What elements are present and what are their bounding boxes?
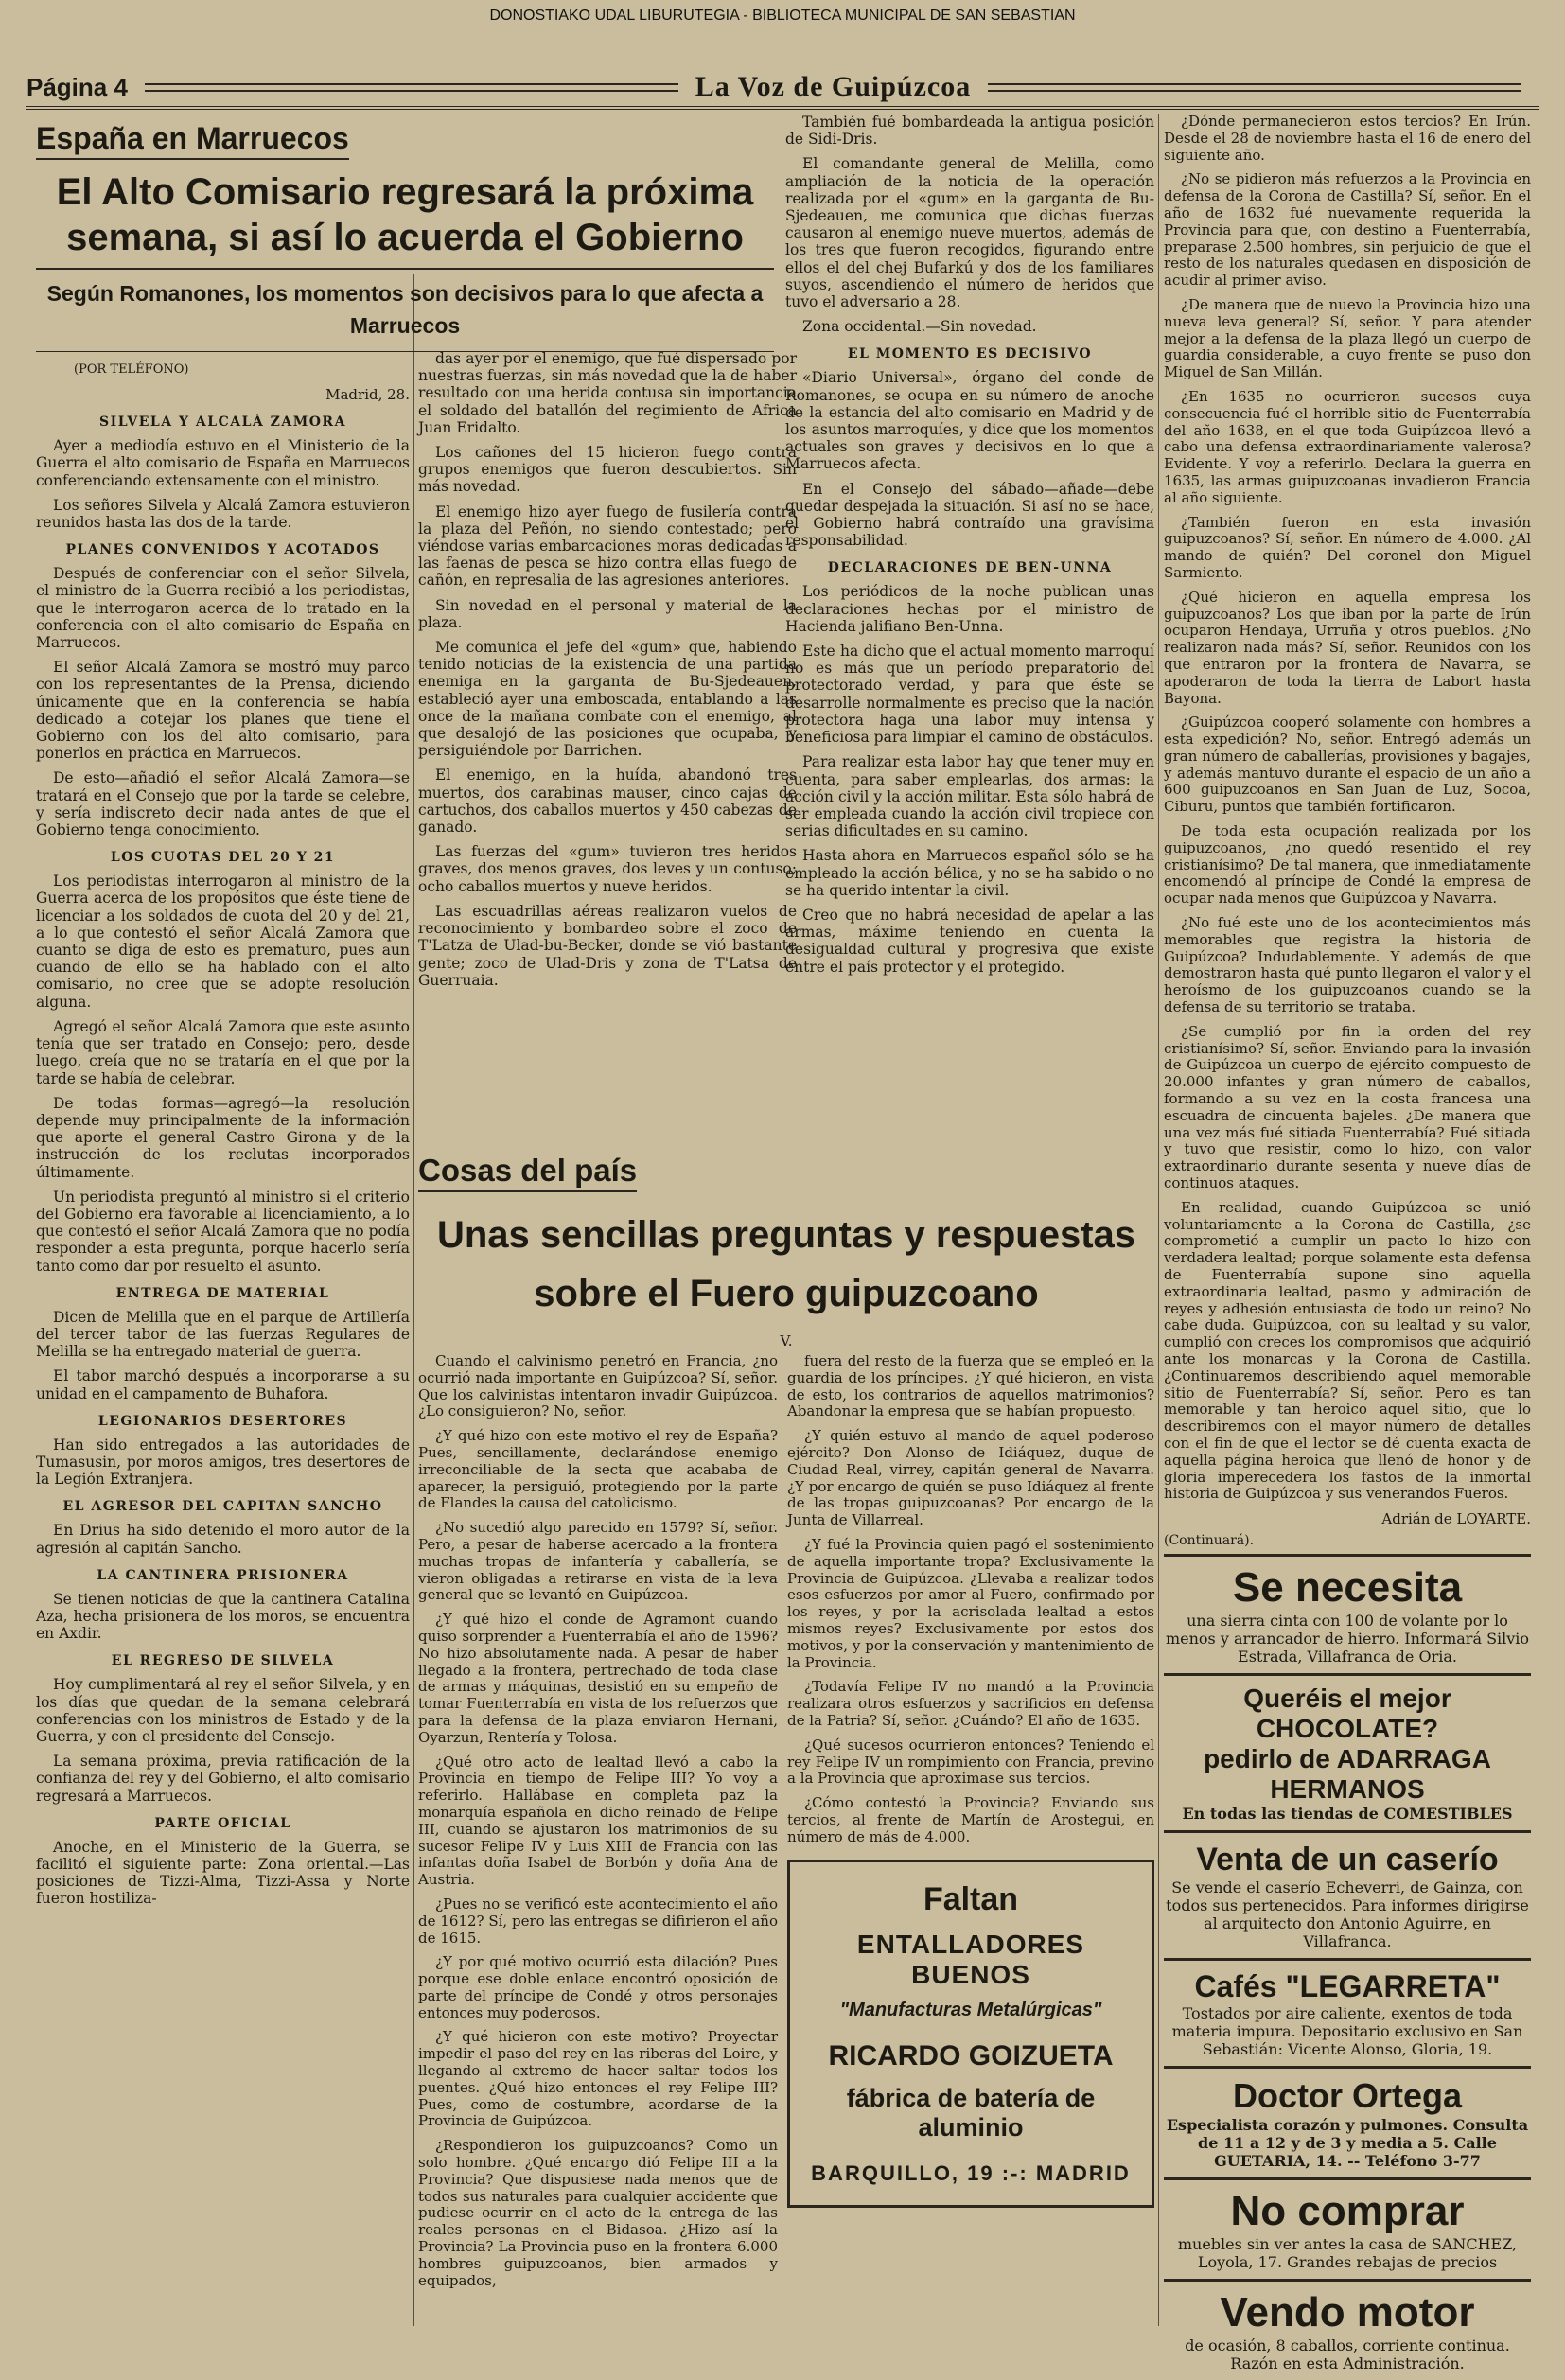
byline: (POR TELÉFONO) [74,362,189,377]
subhead: DECLARACIONES DE BEN-UNNA [827,560,1113,576]
column-2: das ayer por el enemigo, que fué dispersado por nuestras fuerzas, sin más novedad que la de haber resultado con una herida contusa sin importancia el soldado del batallón del regimiento de Africa Juan Eridalto. Los cañones del 15 hicieron fuego contra grupos enemigos que fueron descubiertos. Sin más novedad. El enemigo hizo ayer fuego de fusilería contra la plaza del Peñón, no siendo contestado; pero viéndose varias embarcaciones moras dedicadas a las faenas de pesca se hizo contra ellas fuego de cañón, en represalia de las agresiones anteriores. Sin novedad en el personal y material de la plaza. Me comunica el jefe del «gum» que, habiendo tenido noticias de la existencia de una partida enemiga en la garganta de Bu-Sjedeauen, estableció ayer una emboscada, entablando a las once de la mañana combate con el enemigo, al que desalojó de las posiciones que ocupaba, y persiguiéndole por Barrichen. El enemigo, en la huída, abandonó tres muertos, dos carabinas mauser, cinco cajas de cartuchos, dos caballos muertos y 450 cabezas de ganado. Las fuerzas del «gum» tuvieron tres heridos graves, dos menos graves, dos leves y un contuso; ocho caballos muertos y nueve heridos. Las escuadrillas aéreas realizaron vuelos de reconocimiento y bombardeo sobre el zoco de T'Latza de Ulad-bu-Becker, donde se vió bastante gente; zoco de Ulad-Dris y zona de T'Latsa de Guerruaia. [418,350,797,989]
subhead: EL REGRESO DE SILVELA [111,1653,335,1669]
advert-vendo-motor: Vendo motor de ocasión, 8 caballos, corriente continua. Razón en esta Administración. [1164,2279,1531,2380]
advert-se-necesita: Se necesita una sierra cinta con 100 de volante por lo menos y arrancador de hierro. Informará Silvio Estrada, Villafranca de Oria. [1164,1554,1531,1673]
subhead: ENTREGA DE MATERIAL [115,1285,330,1301]
subhead: LEGIONARIOS DESERTORES [97,1413,348,1429]
subhead: EL AGRESOR DEL CAPITAN SANCHO [62,1499,383,1515]
column-3: También fué bombardeada la antigua posición de Sidi-Dris. El comandante general de Melilla, como ampliación de la noticia de la operación realizada por el «gum» en la garganta de Bu-Sjedeauen, me comunica que dichas fuerzas causaron al enemigo nueve muertos, además de los tres que fueron recogidos, figurando entre ellos el del chej Bufarkú y dos de los familiares suyos, ascendiendo el número de heridos que tuvo el adversario a 28. Zona occidental.—Sin novedad. EL MOMENTO ES DECISIVO «Diario Universal», órgano del conde de Romanones, se ocupa en su número de anoche de la estancia del alto comisario en Madrid y de los asuntos marroquíes, y dice que los momentos actuales son graves y decisivos en lo que a Marruecos afecta. En el Consejo del sábado—añade—debe quedar despejada la situación. Si así no se hace, el Gobierno habrá contraído una gravísima responsabilidad. DECLARACIONES DE BEN-UNNA Los periódicos de la noche publican unas declaraciones hechas por el ministro de Hacienda jalifiano Ben-Unna. Este ha dicho que el actual momento marroquí no es más que un período preparatorio del protectorado verdad, y para que éste se desarrolle normalmente es preciso que la nación protectora haga una labor muy intensa y beneficiosa para limpiar el camino de obstáculos. Para realizar esta labor hay que tener muy en cuenta, para saber emplearlas, dos armas: la acción civil y la acción militar. Esta sólo habrá de ser empleada cuando la acción civil tropiece con serias dificultades en su camino. Hasta ahora en Marruecos español sólo se ha empleado la acción bélica, y no se ha sabido o no se ha querido intentar la civil. Creo que no habrá necesidad de apelar a las armas, máxime teniendo en cuenta la desigualdad cultural y progresiva que existe entre el país protector y el protegido. [785,114,1154,976]
newspaper-name: La Voz de Guipúzcoa [695,71,972,102]
advert-doctor: Doctor Ortega Especialista corazón y pulmones. Consulta de 11 a 12 y de 3 y media a 5. Calle GUETARIA, 14. -- Teléfono 3-77 [1164,2066,1531,2177]
column-rule [413,274,414,2326]
advert-chocolate: Queréis el mejor CHOCOLATE? pedirlo de ADARRAGA HERMANOS En todas las tiendas de COMESTIBLES [1164,1673,1531,1830]
cosas-section [418,1145,1154,1349]
advert-cafes: Cafés "LEGARRETA" Tostados por aire caliente, exentos de toda materia impura. Depositario exclusivo en San Sebastián: Vicente Alonso, Gloria, 19. [1164,1958,1531,2066]
dateline: Madrid, 28. [325,386,410,404]
page-number: Página 4 [26,72,128,101]
subhead: SILVELA Y ALCALÁ ZAMORA [99,414,346,431]
column-rule [1158,114,1159,2326]
subhead: LA CANTINERA PRISIONERA [97,1567,349,1583]
masthead-rule-right [988,83,1521,92]
subhead: LOS CUOTAS DEL 20 Y 21 [110,850,336,866]
headline: Unas sencillas preguntas y respuestas sobre el Fuero guipuzcoano [436,1214,1136,1314]
cosas-column-1: Cuando el calvinismo penetró en Francia, ¿no ocurrió nada importante en Guipúzcoa? Sí, señor. Que los calvinistas intentaron invadir Guipúzcoa. ¿Lo consiguieron? No, señor. ¿Y qué hizo con este motivo el rey de España? Pues, sencillamente, declarándose enemigo irreconciliable de la secta que acababa de aparecer, la persiguió, protegiendo por la parte de Flandes la causa del catolicismo. ¿No sucedió algo parecido en 1579? Sí, señor. Pero, a pesar de haberse acercado a la frontera muchas tropas de infantería y caballería, se vieron obligadas a retirarse en vista de la leva general que se levantó en Guipúzcoa. ¿Y qué hizo el conde de Agramont cuando quiso sorprender a Fuenterrabía el año de 1596? No hizo absolutamente nada. A pesar de haber llegado a la frontera, pertrechado de toda clase de armas y máquinas, desistió en su empeño de tomar Fuenterrabía en vista de los refuerzos que para la defensa de la plaza enviaron Hernani, Oyarzun, Rentería y Tolosa. ¿Qué otro acto de lealtad llevó a cabo la Provincia en tiempo de Felipe III? Yo voy a referirlo. Hallábase en completa paz la monarquía española en dicho reinado de Felipe III, cuando se ajustaron los matrimonios de su sucesor Felipe IV y Luis XIII de Francia con las infantas doña Isabel de Borbón y doña Ana de Austria. ¿Pues no se verificó este acontecimiento el año de 1612? Sí, pero las entregas se difirieron el año de 1615. ¿Y por qué motivo ocurrió esta dilación? Pues porque ese doble enlace encontró oposición de parte del príncipe de Condé y otros personajes entonces muy poderosos. ¿Y qué hicieron con este motivo? Proyectar impedir el paso del rey en las riberas del Loire, y llegando al extremo de hacer saltar todos los puentes. ¿Qué hizo entonces el rey Felipe III? Pues, como de costumbre, acordarse de la Provincia de Guipúzcoa. ¿Respondieron los guipuzcoanos? Como un solo hombre. ¿Qué encargo dió Felipe III a la Provincia? Que dispusiese nada menos que de todos sus naturales para cualquier accidente que pudiese ocurrir en el acto de la entrega de las reales personas en el Bidasoa. ¿Hizo así la Provincia? La Provincia puso en la frontera 6.000 hombres guipuzcoanos, bien armados y equipados, [418,1352,778,2289]
section-title: Cosas del país [418,1153,637,1192]
author: Adrián de LOYARTE. [1381,1510,1531,1528]
column-1: España en Marruecos El Alto Comisario regresará la próxima semana, si así lo acuerda el Gobierno Según Romanones, los momentos son decisivos para lo que afecta a Marruecos (POR TELÉFONO) Madrid, 28. SILVELA Y ALCALÁ ZAMORA Ayer a mediodía estuvo en el Ministerio de la Guerra el alto comisario de España en Marruecos conferenciando extensamente con el ministro. Los señores Silvela y Alcalá Zamora estuvieron reunidos hasta las dos de la tarde. PLANES CONVENIDOS Y ACOTADOS Después de conferenciar con el señor Silvela, el ministro de la Guerra recibió a los periodistas, que le interrogaron acerca de lo tratado en la conferencia con el alto comisario de España en Marruecos. El señor Alcalá Zamora se mostró muy parco con los representantes de la Prensa, diciendo únicamente que en la conferencia se había dedicado a cotejar los planes que tiene el Gobierno con los del alto comisario, para ponerlos en práctica en Marruecos. De esto—añadió el señor Alcalá Zamora—se tratará en el Consejo que por la tarde se celebre, y sería indiscreto decir nada antes de que el Gobierno tenga conocimiento. LOS CUOTAS DEL 20 Y 21 Los periodistas interrogaron al ministro de la Guerra acerca de los propósitos que éste tiene de licenciar a los soldados de cuota del 20 y del 21, a lo que contestó el señor Alcalá Zamora que cuanto se diga de esto es prematuro, pues aun cuando de ello se ha hablado con el alto comisario, no cree que se adopte resolución alguna. Agregó el señor Alcalá Zamora que este asunto tenía que ser tratado en Consejo; pero, desde luego, creía que no se trataría en el que por la tarde se había de celebrar. De todas formas—agregó—la resolución depende muy principalmente de la información que aporte el general Castro Girona y de la instrucción de los reclutas incorporados últimamente. Un periodista preguntó al ministro si el criterio del Gobierno era favorable al licenciamiento, a lo que contestó el señor Alcalá Zamora que no podía responder a esta pregunta, porque hacerlo sería tanto como dar por resuelto el asunto. ENTREGA DE MATERIAL Dicen de Melilla que en el parque de Artillería del tercer tabor de las fuerzas Regulares de Melilla se ha entregado material de guerra. El tabor marchó después a incorporarse a su unidad en el campamento de Buhafora. LEGIONARIOS DESERTORES Han sido entregados a las autoridades de Tumasusin, por moros amigos, tres desertores de la Legión Extranjera. EL AGRESOR DEL CAPITAN SANCHO En Drius ha sido detenido el moro autor de la agresión al capitán Sancho. LA CANTINERA PRISIONERA Se tienen noticias de que la cantinera Catalina Aza, hecha prisionera de los moros, se encuentra en Axdir. EL REGRESO DE SILVELA Hoy cumplimentará al rey el señor Silvela, y en los días que quedan de la semana celebrará conferencias con los ministros de Estado y de la Guerra, y con el presidente del Consejo. La semana próxima, previa ratificación de la confianza del rey y del Gobierno, el alto comisario regresará a Marruecos. PARTE OFICIAL Anoche, en el Ministerio de la Guerra, se facilitó el siguiente parte: Zona oriental.—Las posiciones de Tizzi-Alma, Tizzi-Assa y Norte fueron hostiliza- [36,114,410,2326]
masthead-rule [145,83,678,92]
subhead: PLANES CONVENIDOS Y ACOTADOS [65,542,380,558]
subhead: PARTE OFICIAL [154,1815,291,1831]
part-number: V. [780,1332,793,1349]
cosas-column-2: fuera del resto de la fuerza que se empleó en la guardia de los príncipes. ¿Y qué hicieron, en vista de esto, los contrarios de aquellos matrimonios? Abandonar la empresa que se habían propuesto. ¿Y quién estuvo al mando de aquel poderoso ejército? Don Alonso de Idiáquez, duque de Ciudad Real, virrey, capitán general de Navarra. ¿Y por encargo de quién se puso Idiáquez al frente de las tropas guipuzcoanas? Por encargo de la Junta de Villarreal. ¿Y fué la Provincia quien pagó el sostenimiento de aquella importante tropa? Exclusivamente la Provincia de Guipúzcoa. ¿Llevaba a realizar todos esos esfuerzos por amor al Fuero, confirmado por los reyes, y por la acrisolada lealtad a estos mismos reyes? Exclusivamente por estos dos motivos, y por la conservación y mantenimiento de la Provincia. ¿Todavía Felipe IV no mandó a la Provincia realizara otros esfuerzos y sacrificios en defensa de la Patria? Sí, señor. ¿Cuándo? El año de 1635. ¿Qué sucesos ocurrieron entonces? Teniendo el rey Felipe IV un rompimiento con Francia, previno a la Provincia que aproximase sus tercios. ¿Cómo contestó la Provincia? Enviando sus tercios, al frente de Martín de Arostegui, en número de más de 4.000. Faltan ENTALLADORES BUENOS "Manufacturas Metalúrgicas" RICARDO GOIZUETA fábrica de batería de aluminio BARQUILLO, 19 :-: MADRID [787,1353,1154,2326]
section-title: España en Marruecos [36,121,349,160]
subheadline: Según Romanones, los momentos son decisivos para lo que afecta a Marruecos [36,268,774,342]
advert-no-comprar: No comprar muebles sin ver antes la casa de SANCHEZ, Loyola, 17. Grandes rebajas de precios [1164,2177,1531,2279]
advert-caserio: Venta de un caserío Se vende el caserío Echeverri, de Gainza, con todos sus pertenecidos. Para informes dirigirse al arquitecto don Antonio Aguirre, en Villafranca. [1164,1830,1531,1958]
headline: El Alto Comisario regresará la próxima semana, si así lo acuerda el Gobierno [56,171,754,258]
subhead: EL MOMENTO ES DECISIVO [847,346,1093,362]
advert-entalladores: Faltan ENTALLADORES BUENOS "Manufacturas Metalúrgicas" RICARDO GOIZUETA fábrica de batería de aluminio BARQUILLO, 19 :-: MADRID [787,1860,1154,2208]
library-credit: DONOSTIAKO UDAL LIBURUTEGIA - BIBLIOTECA MUNICIPAL DE SAN SEBASTIAN [489,8,1076,24]
column-4: ¿Dónde permanecieron estos tercios? En Irún. Desde el 28 de noviembre hasta el 16 de enero del siguiente año. ¿No se pidieron más refuerzos a la Provincia en defensa de la Corona de Castilla? Sí, señor. En el año de 1632 fué nuevamente requerida la Provincia para que, con destino a Fuenterrabía, preparase 2.500 hombres, sin perjuicio de que el resto de los naturales quedasen en disposición de acudir al primer aviso. ¿De manera que de nuevo la Provincia hizo una nueva leva general? Sí, señor. Y para atender mejor a la defensa de la plaza llegó un cuerpo de guardia considerable, a cuyo frente se puso don Miguel de San Millán. ¿En 1635 no ocurrieron sucesos cuya consecuencia fué el horrible sitio de Fuenterrabía del año 1638, en el que toda Guipúzcoa llevó a cabo una defensa extraordinariamente valerosa? Evidente. Y voy a referirlo. Declara la guerra en 1635, las armas guipuzcoanas invadieron Francia al año siguiente. ¿También fueron en esta invasión guipuzcoanos? Sí, señor. En número de 4.000. ¿Al mando de quién? Del coronel don Miguel Sarmiento. ¿Qué hicieron en aquella empresa los guipuzcoanos? Los que iban por la parte de Irún ocuparon Hendaya, Urruña y otros pueblos. ¿No realizaron nada más? Sí, señor. Reunidos con los que entraron por la frontera de Navarra, se apoderaron de toda la tierra de Labort hasta Bayona. ¿Guipúzcoa cooperó solamente con hombres a esta expedición? No, señor. Entregó además un gran número de caballerías, provisiones y bagajes, y además mantuvo durante el espacio de un año a 600 guipuzcoanos en San Juan de Luz, Socoa, Ciburu, puntos que también fortificaron. De toda esta ocupación realizada por los guipuzcoanos, ¿no quedó resentido el rey cristianísimo? De tal manera, que inmediatamente encomendó al príncipe de Condé la empresa de ocupar nada menos que Guipúzcoa y Navarra. ¿No fué este uno de los acontecimientos más memorables que registra la historia de Guipúzcoa? Indudablemente. Y además de que demostraron hasta qué punto llegaron el valor y el heroísmo de los guipuzcoanos cuando se la defensa de su territorio se trataba. ¿Se cumplió por fin la orden del rey cristianísimo? Sí, señor. Enviando para la invasión de Guipúzcoa un cuerpo de ejército compuesto de 20.000 infantes y gran número de caballos, formando a su vez en la costa francesa una escuadra de cincuenta bajeles. ¿De manera que una vez más fué sitiada Fuenterrabía? Fué sitiada y tuvo que resistir, como lo hizo, con valor extraordinario durante sesenta y nueve días de continuos ataques. En realidad, cuando Guipúzcoa se unió voluntariamente a la Corona de Castilla, ¿se comprometió a cumplir un pacto lo hizo con verdadera lealtad; porque solamente esta defensa de Fuenterrabía supone sino aquella extraordinaria lealtad, pasmo y admiración de reyes y adhesión entusiasta de todo un reino? No cabe duda. Guipúzcoa, con su lealtad y su valor, cumplió con creces los compromisos que adquirió ante los monarcas y la Corona de Castilla. ¿Continuaremos describiendo aquel memorable sitio de Fuenterrabía? Sí, señor. Pero es tan memorable y tan heroico aquel sitio, que lo describiremos con el mayor número de detalles con el fin de que el lector se dé cuenta exacta de aquella página heroica que llenó de honor y de gloria imperecedera los fastos de la inmortal historia de Guipúzcoa y sus venerandos Fueros. Adrián de LOYARTE. (Continuará). Se necesita una sierra cinta con 100 de volante por lo menos y arrancador de hierro. Informará Silvio Estrada, Villafranca de Oria. Queréis el mejor CHOCOLATE? pedirlo de ADARRAGA HERMANOS En todas las tiendas de COMESTIBLES Venta de un caserío Se vende el caserío Echeverri, de Gainza, con todos sus pertenecidos. Para informes dirigirse al arquitecto don Antonio Aguirre, en Villafranca. Cafés "LEGARRETA" Tostados por aire caliente, exentos de toda materia impura. Depositario exclusivo en San Sebastián: Vicente Alonso, Gloria, 19. Doctor Ortega Especialista corazón y pulmones. Consulta de 11 a 12 y de 3 y media a 5. Calle GUETARIA, 14. -- Teléfono 3-77 No comprar muebles sin ver antes la casa de SANCHEZ, Loyola, 17. Grandes rebajas de precios Vendo motor de ocasión, 8 caballos, corriente continua. Razón en esta Administración. [1164,114,1531,2326]
masthead [26,68,1539,110]
